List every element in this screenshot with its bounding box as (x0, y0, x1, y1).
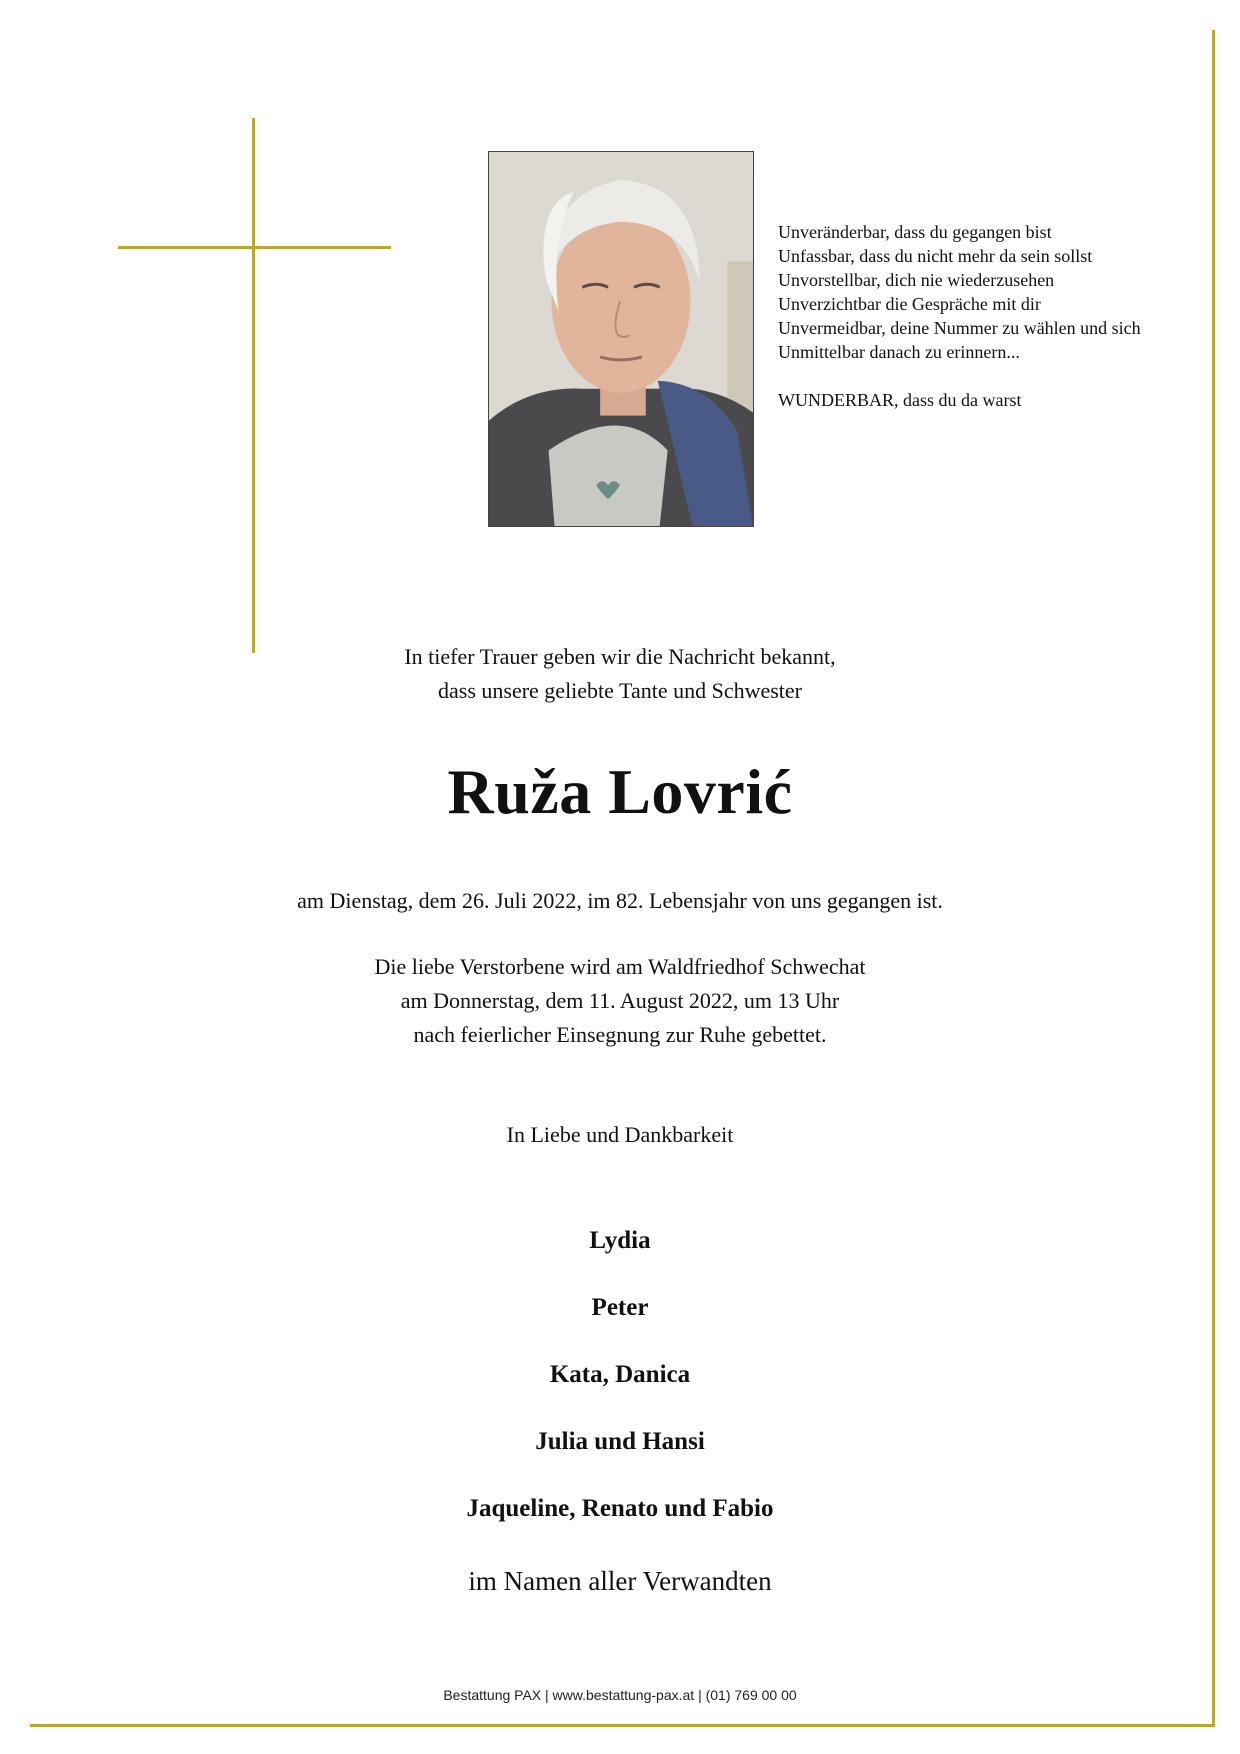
poem-line: Unvermeidbar, deine Nummer zu wählen und sich (778, 318, 1141, 338)
closing-phrase: In Liebe und Dankbarkeit (506, 1122, 734, 1147)
cross-vertical-bar (252, 118, 255, 653)
relatives-line: im Namen aller Verwandten (468, 1566, 772, 1596)
burial-line-2: am Donnerstag, dem 11. August 2022, um 13 Uhr (400, 988, 840, 1013)
poem-line: Unmittelbar danach zu erinnern... (778, 342, 1020, 362)
intro-line-1: In tiefer Trauer geben wir die Nachricht bekannt, (404, 644, 836, 669)
portrait-photo (488, 151, 754, 527)
burial-line-1: Die liebe Verstorbene wird am Waldfriedhof Schwechat (374, 954, 866, 979)
poem-line: Unveränderbar, dass du gegangen bist (778, 222, 1052, 242)
funeral-home-footer: Bestattung PAX | www.bestattung-pax.at | (01) 769 00 00 (443, 1687, 797, 1703)
mourners-list (0, 1224, 1240, 1559)
intro-line-2: dass unsere geliebte Tante und Schwester (438, 678, 802, 703)
border-bottom-line (30, 1724, 1215, 1727)
poem-block (778, 220, 1208, 412)
poem-line: Unvorstellbar, dich nie wiederzusehen (778, 270, 1055, 290)
burial-details (0, 950, 1240, 1052)
poem-line: Unverzichtbar die Gespräche mit dir (778, 294, 1041, 314)
mourner-name: Jaqueline, Renato und Fabio (466, 1495, 774, 1522)
poem-spacer (778, 364, 1208, 388)
cross-horizontal-bar (118, 246, 391, 249)
burial-line-3: nach feierlicher Einsegnung zur Ruhe gebettet. (413, 1022, 827, 1047)
deceased-name: Ruža Lovrić (447, 756, 793, 827)
mourner-name: Peter (591, 1294, 649, 1321)
death-notice: am Dienstag, dem 26. Juli 2022, im 82. Lebensjahr von uns gegangen ist. (297, 888, 943, 913)
poem-line: Unfassbar, dass du nicht mehr da sein sollst (778, 246, 1093, 266)
mourner-name: Kata, Danica (549, 1361, 691, 1388)
portrait-illustration (489, 152, 753, 526)
mourner-name: Lydia (589, 1227, 651, 1254)
announcement-intro (0, 640, 1240, 708)
poem-closing-line: WUNDERBAR, dass du da warst (778, 390, 1022, 410)
mourner-name: Julia und Hansi (535, 1428, 705, 1455)
